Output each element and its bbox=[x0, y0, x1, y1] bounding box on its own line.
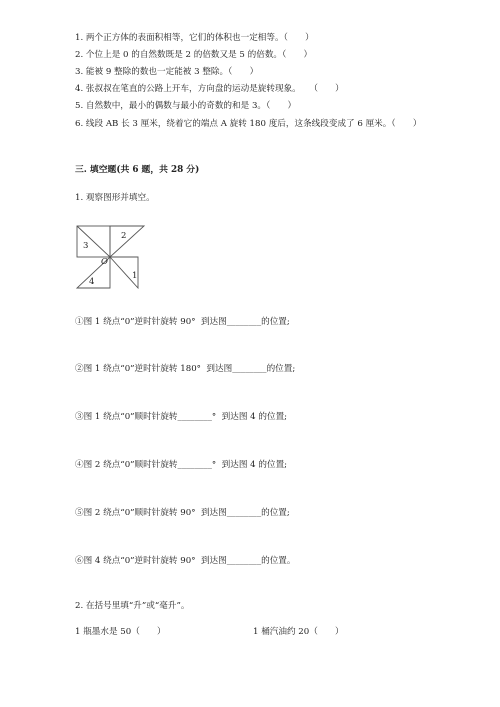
center-label-o: O bbox=[101, 257, 108, 267]
judge-item-2: 2. 个位上是 0 的自然数既是 2 的倍数又是 5 的倍数。（ ） bbox=[75, 50, 313, 60]
q2-item-right: 1 桶汽油约 20（ ） bbox=[253, 627, 344, 637]
question-1-prompt: 1. 观察图形并填空。 bbox=[75, 193, 155, 203]
judge-item-4: 4. 张叔叔在笔直的公路上开车，方向盘的运动是旋转现象。 （ ） bbox=[75, 84, 344, 94]
section-heading: 三. 填空题(共 6 题，共 28 分) bbox=[75, 165, 200, 175]
shape-label-1: 1 bbox=[132, 271, 138, 281]
q1-item-3: ③图 1 绕点“0”顺时针旋转________° 到达图 4 的位置; bbox=[75, 412, 288, 422]
judge-item-1: 1. 两个正方体的表面积相等，它们的体积也一定相等。（ ） bbox=[75, 33, 314, 43]
shape-3-diagonal bbox=[77, 226, 110, 257]
q1-item-5: ⑤图 2 绕点“0”顺时针旋转 90° 到达图________的位置; bbox=[75, 508, 290, 518]
judge-item-6: 6. 线段 AB 长 3 厘米，绕着它的端点 A 旋转 180 度后，这条线段变成了 6 厘米。（ ） bbox=[75, 119, 422, 129]
judge-item-3: 3. 能被 9 整除的数也一定能被 3 整除。（ ） bbox=[75, 67, 259, 77]
q1-item-4: ④图 2 绕点“0”顺时针旋转________° 到达图 4 的位置; bbox=[75, 460, 288, 470]
q1-item-2: ②图 1 绕点“0”逆时针旋转 180° 到达图________的位置; bbox=[75, 364, 296, 374]
shape-label-3: 3 bbox=[83, 241, 89, 251]
q1-item-1: ①图 1 绕点“0”逆时针旋转 90° 到达图________的位置; bbox=[75, 317, 290, 327]
windmill-figure bbox=[72, 222, 152, 292]
question-2-prompt: 2. 在括号里填“升”或“毫升”。 bbox=[75, 601, 190, 611]
shape-2-triangle bbox=[110, 226, 144, 257]
shape-label-2: 2 bbox=[121, 231, 127, 241]
q2-item-left: 1 瓶墨水是 50（ ） bbox=[75, 627, 166, 637]
shape-label-4: 4 bbox=[89, 277, 95, 287]
judge-item-5: 5. 自然数中，最小的偶数与最小的奇数的和是 3。（ ） bbox=[75, 101, 297, 111]
q1-item-6: ⑥图 4 绕点“0”逆时针旋转 90° 到达图________的位置。 bbox=[75, 556, 296, 566]
